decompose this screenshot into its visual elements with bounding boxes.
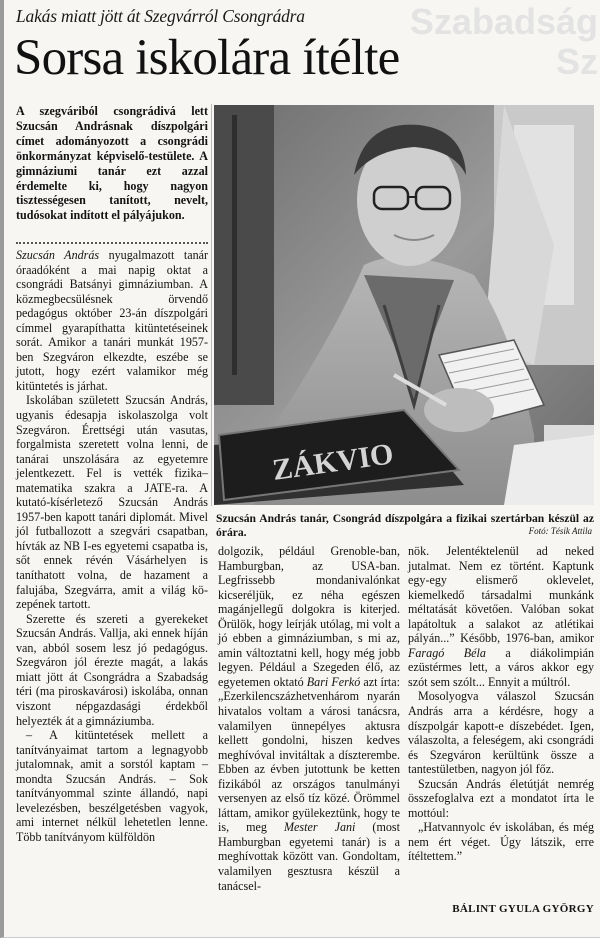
col3-paragraph-3: Szucsán András életútját nemrég összefoglalva ezt a mondatot írta le mottóul: — [408, 776, 594, 820]
paragraph-text: azt írta: „Ezerkilencszázhetvenhárom nyarán hivatalos voltam a városi tanácsra, valamilyen ünnepélyes aktusra kellett gondolni, hiszen kedves meghívóval invitáltak a díszterembe. Ebben az évben jutottunk be ketten fizikából az országos tanulmányi versenyen az első tíz közé. Örömmel láttam, amikor gyülekeztünk, hogy te is, meg — [218, 674, 400, 835]
col1-paragraph-2: Iskolában született Szucsán András, ugyanis édesapja iskolaszolga volt Szegváron. Érettségi után vasutas, forgalmista szeretett volna lenni, de tanárai unszolására az egyetemre jelentkezett. Fel is vették fizika–matematika szakra a JATE-ra. A kutató-kísérletező Szucsán András 1957-ben kapott tanári diplomát. Mivel jól futballozott a szegvári csapatban, hívták az NB I-es egyetemi csapatba is, sőt ennek révén Vásárhelyen is taníthatott volna, de hazament a falujába, Szegvárra, amit a világ kö-zepének tartott. — [16, 393, 208, 612]
person-name: Faragó Béla — [408, 645, 486, 660]
text-column-2 — [218, 544, 400, 893]
col3-paragraph-4: „Hatvannyolc év iskolában, és még nem ért véget. Úgy látszik, erre ítéltettem.” — [408, 820, 594, 864]
background-masthead-ghost: Szabadság Sz — [409, 1, 598, 82]
col1-paragraph-1 — [16, 248, 208, 393]
text-column-1 — [16, 248, 208, 844]
person-name: Bari Ferkó — [306, 674, 361, 689]
lead-separator-dots — [16, 242, 208, 244]
col3-paragraph-1 — [408, 544, 594, 689]
article-lead: A szegváriból csongrádivá lett Szucsán Andrásnak díszpolgári címet adományozott a csongrádi önkormányzat képviselő-testülete. A gimnáziumi tanár ezt azzal érdemelte ki, hogy nagyon tisztességesen tanított, nevelt, tudósokat indított el pályájukon. — [16, 104, 208, 223]
person-name: Mester Jani — [283, 820, 356, 835]
col1-paragraph-3: Szerette és szereti a gyerekeket Szucsán András. Vallja, aki ennek híján van, abból sosem lesz jó pedagógus. Szegváron jól érezte magát, a lakás miatt jött át Csongrádra a Szabadság téri (ma piroskavárosi) iskolába, onnan viszont népgazdasági érdekből helyezték át a gimnáziumba. — [16, 611, 208, 728]
book-title-text: ZÁKVIO — [270, 437, 396, 487]
person-name: Szucsán András — [16, 248, 100, 262]
col3-paragraph-2: Mosolyogva válaszol Szucsán András arra a kérdésre, hogy a díszpolgár kapott-e díszebédet. Igen, válaszolta, a feleségem, aki csongrádi és Szegváron kerültünk össze a tantestületben, nagyon jól főz. — [408, 689, 594, 777]
paragraph-text: nyugalmazott tanár óraadóként a mai napig oktat a csongrádi Batsányi gimnáziumban. A közmegbecsülésnek örvendő pedagógus október 23-án díszpolgári címmel gyarapíthatta kitüntetéseinek sorát. Amikor a tanári munkát 1957-ben Szegváron elkezdte, eszébe se jutott, hogy ezért valamikor még kitüntetés is járhat. — [16, 248, 209, 393]
photo-credit: Fotó: Tésik Attila — [528, 526, 592, 536]
photo-caption: Szucsán András tanár, Csongrád díszpolgára a fizikai szertárban készül az órára. — [216, 512, 594, 540]
paragraph-text: nök. Jelentéktelenül ad neked jutalmat. Nem ez történt. Kaptunk egy-egy elismerő oklevelet, kiemelkedő társadalmi munkánk méltatását követően. Valóban sokat lapátoltuk a salakot az atlétikai pályán...” Később, 1976-ban, amikor — [408, 544, 594, 646]
photo-teacher-reading — [214, 105, 594, 505]
article-headline: Sorsa iskolára ítélte — [14, 30, 400, 86]
article-photo — [214, 105, 594, 505]
column-rule — [211, 104, 212, 506]
text-column-3 — [408, 544, 594, 864]
col1-paragraph-4: – A kitüntetések mellett a tanítványaimat tartom a legnagyobb jutalomnak, amit a sorstól kaptam – mondta Szucsán András. – Sok tanítványommal szinte állandó, napi levelezésben, beszélgetésben vagyok, ami internet nélkül lehetetlen lenne. Több tanítványom külföldön — [16, 728, 208, 844]
col2-paragraph-1 — [218, 544, 400, 893]
article-kicker: Lakás miatt jött át Szegvárról Csongrádra — [16, 6, 305, 26]
article-byline: BÁLINT GYULA GYÖRGY — [452, 903, 594, 915]
paragraph-text: dolgozik, például Grenoble-ban, Hamburgban, az USA-ban. Legfrissebb mondanivalónkat kicseréljük, ez néha egészen magánjellegű dolgokra is kiterjed. Örülök, hogy leírják utólag, mi volt a jó ebben a gimnáziumban, s mi az, amin változtatni kell, hogy még jobb legyen. Például a Szegeden élő, az egyetemen oktató — [218, 544, 400, 689]
paragraph-text: (most Hamburgban egyetemi tanár) is a meghívottak között van. Gondoltam, valamilyen gesztusra készül a tanácsel- — [218, 820, 400, 893]
paragraph-text: a diákolimpián ezüstérmes lett, a város akkor egy szót sem szólt... Ennyit a múltról. — [408, 645, 595, 689]
